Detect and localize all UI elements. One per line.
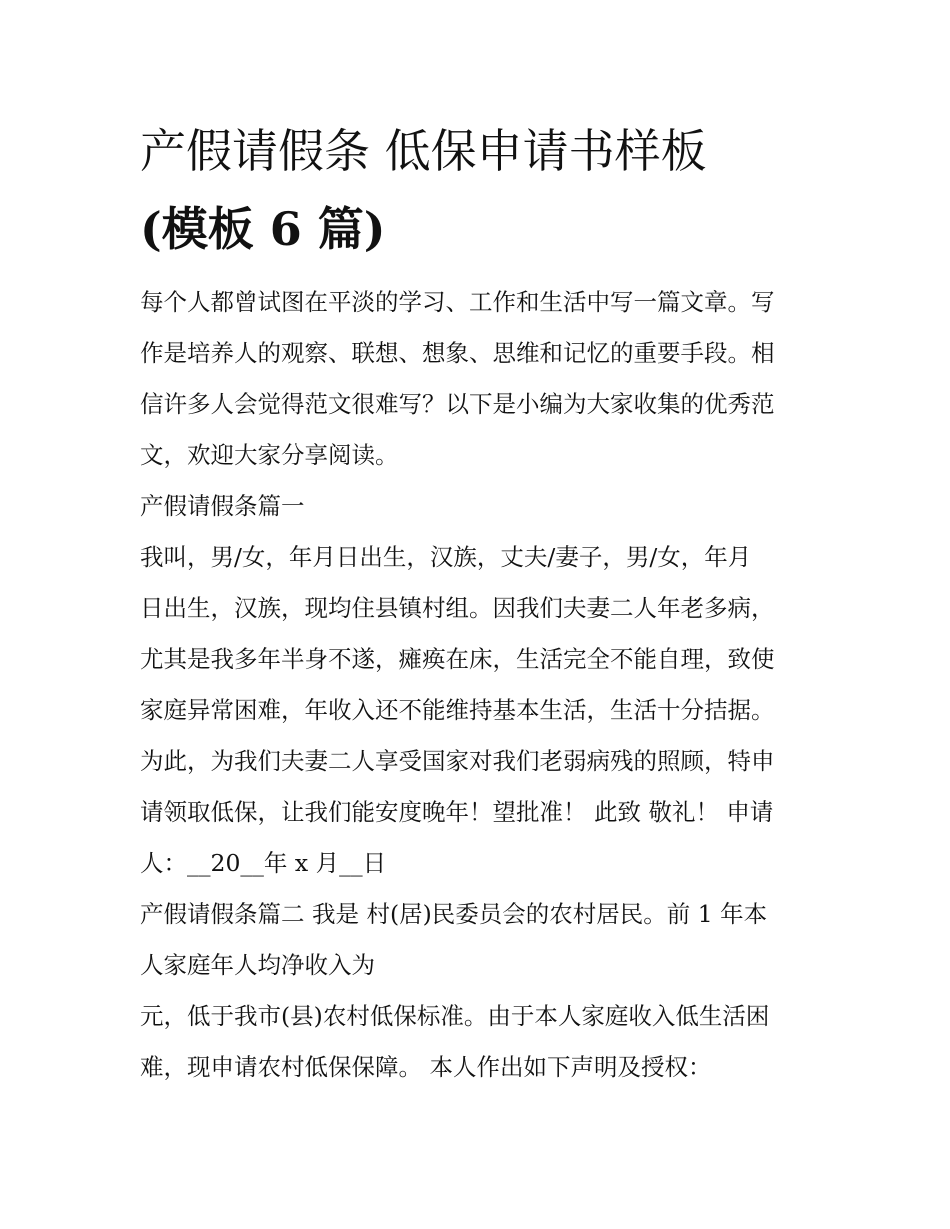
section1-line: 家庭异常困难，年收入还不能维持基本生活，生活十分拮据。 [140, 696, 775, 724]
section-heading: 产假请假条篇一 [140, 492, 305, 520]
section2-paragraph [140, 889, 820, 1093]
section2-line: 人家庭年人均净收入为 [140, 951, 375, 979]
section1-line: 我叫，男/女，年月日出生，汉族，丈夫/妻子，男/女，年月 [140, 543, 752, 571]
section1-paragraph [140, 532, 820, 889]
section1-line: 尤其是我多年半身不遂，瘫痪在床，生活完全不能自理，致使 [140, 645, 775, 673]
document-title [140, 112, 820, 268]
title-line: 产假请假条 低保申请书样板 [140, 124, 707, 178]
title-line: (模板 6 篇) [140, 202, 386, 256]
section1-line: 为此，为我们夫妻二人享受国家对我们老弱病残的照顾，特申 [140, 747, 775, 775]
intro-line: 文，欢迎大家分享阅读。 [140, 441, 399, 469]
section1-line: 日出生，汉族，现均住县镇村组。因我们夫妻二人年老多病， [140, 594, 775, 622]
section2-line: 元，低于我市(县)农村低保标准。由于本人家庭收入低生活困 [140, 1002, 770, 1030]
section2-line: 产假请假条篇二 我是 村(居)民委员会的农村居民。前 1 年本 [140, 900, 768, 928]
section1-line: 请领取低保，让我们能安度晚年！望批准！ 此致 敬礼！ 申请 [140, 798, 774, 826]
intro-line: 每个人都曾试图在平淡的学习、工作和生活中写一篇文章。写 [140, 288, 775, 316]
intro-line: 作是培养人的观察、联想、想象、思维和记忆的重要手段。相 [140, 339, 775, 367]
intro-line: 信许多人会觉得范文很难写？以下是小编为大家收集的优秀范 [140, 390, 775, 418]
section2-line: 难，现申请农村低保保障。 本人作出如下声明及授权： [140, 1053, 712, 1081]
intro-paragraph [140, 277, 820, 481]
section1-line: 人：__20__年 x 月__日 [140, 849, 387, 877]
document-body [140, 277, 820, 1093]
